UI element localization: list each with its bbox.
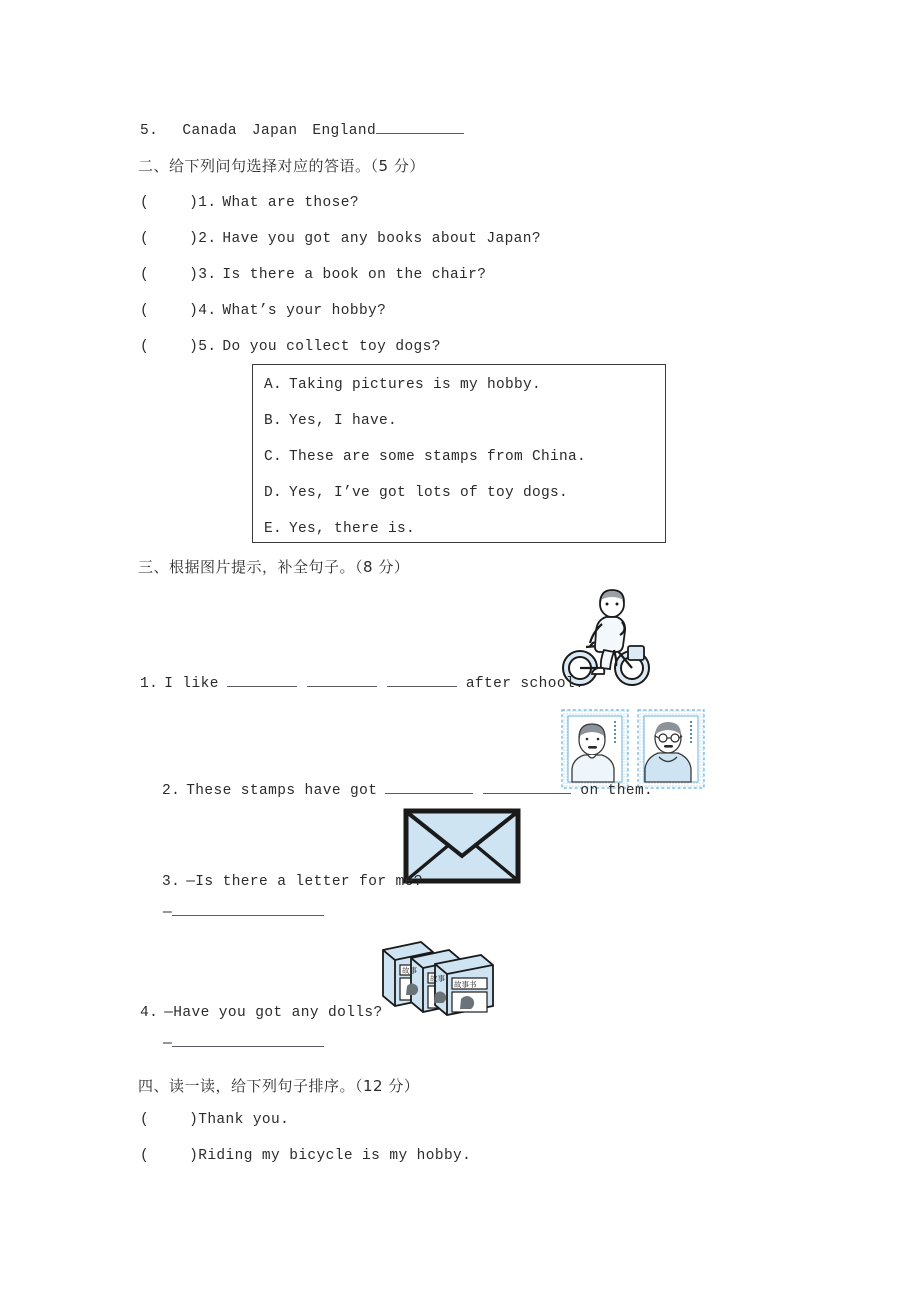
answer-blank[interactable] xyxy=(387,673,457,687)
question-text: Do you collect toy dogs? xyxy=(222,339,441,355)
bracket-left: ( xyxy=(140,195,150,211)
book-cover-title: 故事 xyxy=(402,966,417,975)
bracket-right: ) xyxy=(189,231,199,247)
answer-blank[interactable] xyxy=(307,673,377,687)
question-row-3 xyxy=(140,267,486,283)
option-a[interactable] xyxy=(264,377,541,393)
option-e[interactable] xyxy=(264,521,415,537)
stack-of-story-books-icon xyxy=(377,932,499,1016)
section-three-item-3 xyxy=(162,874,423,890)
item-text: Canada Japan England xyxy=(182,123,377,139)
carryover-item-5 xyxy=(140,120,464,139)
section-three-item-3-answer xyxy=(163,902,324,921)
bracket-right: ) xyxy=(189,267,199,283)
option-text: Yes, there is. xyxy=(289,521,416,537)
answer-blank[interactable] xyxy=(376,120,464,134)
item-lead: I like xyxy=(164,676,219,692)
question-row-1 xyxy=(140,195,359,211)
question-number: 5. xyxy=(198,339,217,355)
question-row-5 xyxy=(140,339,441,355)
answer-dash: — xyxy=(163,1036,173,1052)
section-three-item-4-answer xyxy=(163,1033,324,1052)
option-letter: D. xyxy=(264,485,283,501)
book-cover-title: 故事书 xyxy=(454,980,477,989)
item-number: 4. xyxy=(140,1005,159,1021)
option-c[interactable] xyxy=(264,449,586,465)
item-lead: These stamps have got xyxy=(186,783,378,799)
question-number: 3. xyxy=(198,267,217,283)
bracket-left: ( xyxy=(140,303,150,319)
section-four-item-2 xyxy=(140,1148,471,1164)
item-number: 1. xyxy=(140,676,159,692)
bracket-right: ) xyxy=(189,1148,199,1164)
bracket-left: ( xyxy=(140,1112,150,1128)
question-row-2 xyxy=(140,231,541,247)
item-tail: on them. xyxy=(580,783,654,799)
section-three-item-1 xyxy=(140,673,584,692)
question-number: 2. xyxy=(198,231,217,247)
item-lead: —Is there a letter for me? xyxy=(186,874,423,890)
answer-blank[interactable] xyxy=(172,902,324,916)
answer-options-box xyxy=(252,364,666,543)
answer-blank[interactable] xyxy=(483,780,571,794)
section-three-heading: 三、根据图片提示，补全句子。（8 分） xyxy=(138,558,410,576)
bracket-right: ) xyxy=(189,303,199,319)
bracket-left: ( xyxy=(140,1148,150,1164)
item-tail: after school. xyxy=(465,676,585,692)
answer-blank[interactable] xyxy=(227,673,297,687)
question-text: Is there a book on the chair? xyxy=(222,267,487,283)
option-text: Taking pictures is my hobby. xyxy=(289,377,542,393)
section-four-item-1 xyxy=(140,1112,289,1128)
question-text: What’s your hobby? xyxy=(222,303,387,319)
envelope-icon xyxy=(403,808,521,884)
item-text: Thank you. xyxy=(198,1112,290,1128)
option-letter: B. xyxy=(264,413,283,429)
section-two-heading: 二、给下列问句选择对应的答语。（5 分） xyxy=(138,157,425,175)
question-text: Have you got any books about Japan? xyxy=(222,231,541,247)
item-number: 5. xyxy=(140,123,159,139)
book-cover-title: 故事 xyxy=(430,974,445,983)
option-letter: E. xyxy=(264,521,283,537)
item-number: 2. xyxy=(162,783,181,799)
option-text: Yes, I’ve got lots of toy dogs. xyxy=(289,485,569,501)
question-text: What are those? xyxy=(222,195,359,211)
two-postage-stamps-icon xyxy=(560,707,708,791)
section-three-item-2 xyxy=(162,780,653,799)
question-number: 4. xyxy=(198,303,217,319)
option-letter: C. xyxy=(264,449,283,465)
bracket-left: ( xyxy=(140,267,150,283)
answer-dash: — xyxy=(163,905,173,921)
item-lead: —Have you got any dolls? xyxy=(164,1005,383,1021)
option-text: These are some stamps from China. xyxy=(289,449,587,465)
bracket-right: ) xyxy=(189,1112,199,1128)
answer-blank[interactable] xyxy=(385,780,473,794)
option-text: Yes, I have. xyxy=(289,413,398,429)
option-d[interactable] xyxy=(264,485,568,501)
option-b[interactable] xyxy=(264,413,397,429)
item-text: Riding my bicycle is my hobby. xyxy=(198,1148,472,1164)
bracket-left: ( xyxy=(140,231,150,247)
bracket-right: ) xyxy=(189,195,199,211)
answer-blank[interactable] xyxy=(172,1033,324,1047)
question-row-4 xyxy=(140,303,386,319)
section-three-item-4 xyxy=(140,1005,383,1021)
question-number: 1. xyxy=(198,195,217,211)
bracket-right: ) xyxy=(189,339,199,355)
option-letter: A. xyxy=(264,377,283,393)
section-four-heading: 四、读一读，给下列句子排序。（12 分） xyxy=(138,1077,420,1095)
bracket-left: ( xyxy=(140,339,150,355)
item-number: 3. xyxy=(162,874,181,890)
